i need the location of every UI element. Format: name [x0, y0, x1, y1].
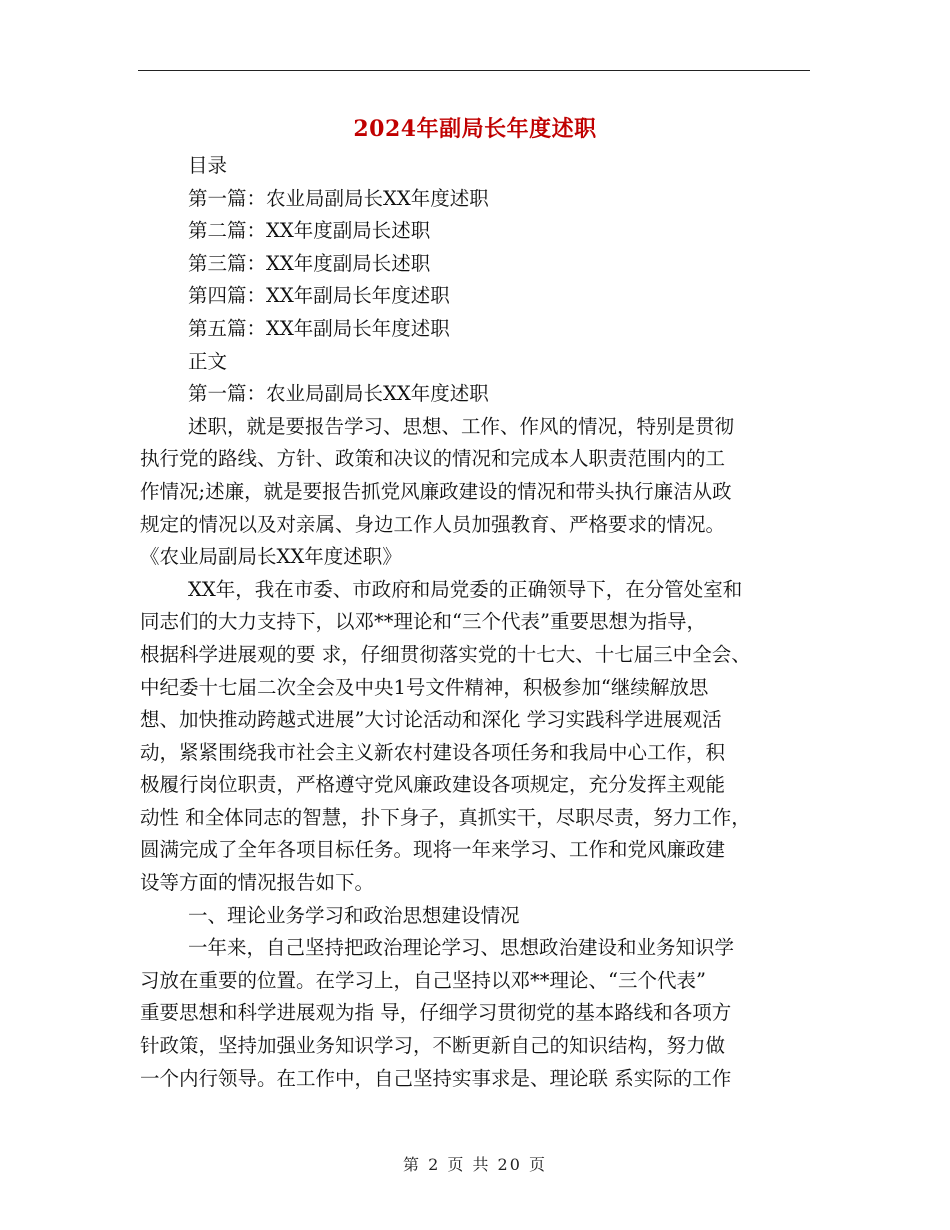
body-line: XX年，我在市委、市政府和局党委的正确领导下，在分管处室和	[188, 577, 743, 601]
body-line: 作情况;述廉，就是要报告抓党风廉政建设的情况和带头执行廉洁从政	[140, 479, 732, 503]
body-line: 执行党的路线、方针、政策和决议的情况和完成本人职责范围内的工	[140, 447, 726, 471]
toc-item: 第三篇：XX年度副局长述职	[188, 251, 431, 275]
body-line: 《农业局副局长XX年度述职》	[140, 545, 402, 569]
body-line: 一、理论业务学习和政治思想建设情况	[188, 903, 520, 927]
page-number-footer: 第 2 页 共 20 页	[403, 1155, 547, 1174]
body-line: 一个内行领导。在工作中，自己坚持实事求是、理论联 系实际的工作	[140, 1066, 732, 1090]
body-line: 极履行岗位职责，严格遵守党风廉政建设各项规定，充分发挥主观能	[140, 773, 726, 797]
body-line: 圆满完成了全年各项目标任务。现将一年来学习、工作和党风廉政建	[140, 838, 726, 862]
body-line: 一年来，自己坚持把政治理论学习、思想政治建设和业务知识学	[188, 936, 735, 960]
toc-item: 第二篇：XX年度副局长述职	[188, 219, 431, 243]
body-line: 动性 和全体同志的智慧，扑下身子，真抓实干，尽职尽责，努力工作，	[140, 805, 751, 829]
body-line: 重要思想和科学进展观为指 导，仔细学习贯彻党的基本路线和各项方	[140, 1001, 732, 1025]
toc-item: 第四篇：XX年副局长年度述职	[188, 284, 450, 308]
document-body	[140, 150, 812, 1095]
body-line: 针政策，坚持加强业务知识学习，不断更新自己的知识结构，努力做	[140, 1034, 726, 1058]
body-line: 动，紧紧围绕我市社会主义新农村建设各项任务和我局中心工作，积	[140, 740, 726, 764]
toc-item: 第一篇：农业局副局长XX年度述职	[188, 186, 489, 210]
body-text	[140, 378, 812, 1095]
body-label: 正文	[188, 349, 228, 373]
body-line: 同志们的大力支持下，以邓**理论和“三个代表”重要思想为指导，	[140, 610, 706, 634]
header-rule	[138, 70, 810, 71]
toc-label: 目录	[188, 154, 228, 177]
body-line: 根据科学进展观的要 求，仔细贯彻落实党的十七大、十七届三中全会、	[140, 642, 751, 666]
body-line: 中纪委十七届二次全会及中央1号文件精神，积极参加“继续解放思	[140, 675, 709, 699]
document-title: 2024年副局长年度述职	[353, 116, 597, 142]
toc-item: 第五篇：XX年副局长年度述职	[188, 316, 450, 340]
body-line: 习放在重要的位置。在学习上，自己坚持以邓**理论、“三个代表”	[140, 968, 706, 992]
body-line: 想、加快推动跨越式进展”大讨论活动和深化 学习实践科学进展观活	[140, 708, 722, 732]
body-line: 设等方面的情况报告如下。	[140, 871, 375, 895]
body-line: 第一篇：农业局副局长XX年度述职	[188, 382, 489, 406]
body-line: 规定的情况以及对亲属、身边工作人员加强教育、严格要求的情况。	[140, 512, 726, 536]
body-line: 述职，就是要报告学习、思想、工作、作风的情况，特别是贯彻	[188, 414, 735, 438]
